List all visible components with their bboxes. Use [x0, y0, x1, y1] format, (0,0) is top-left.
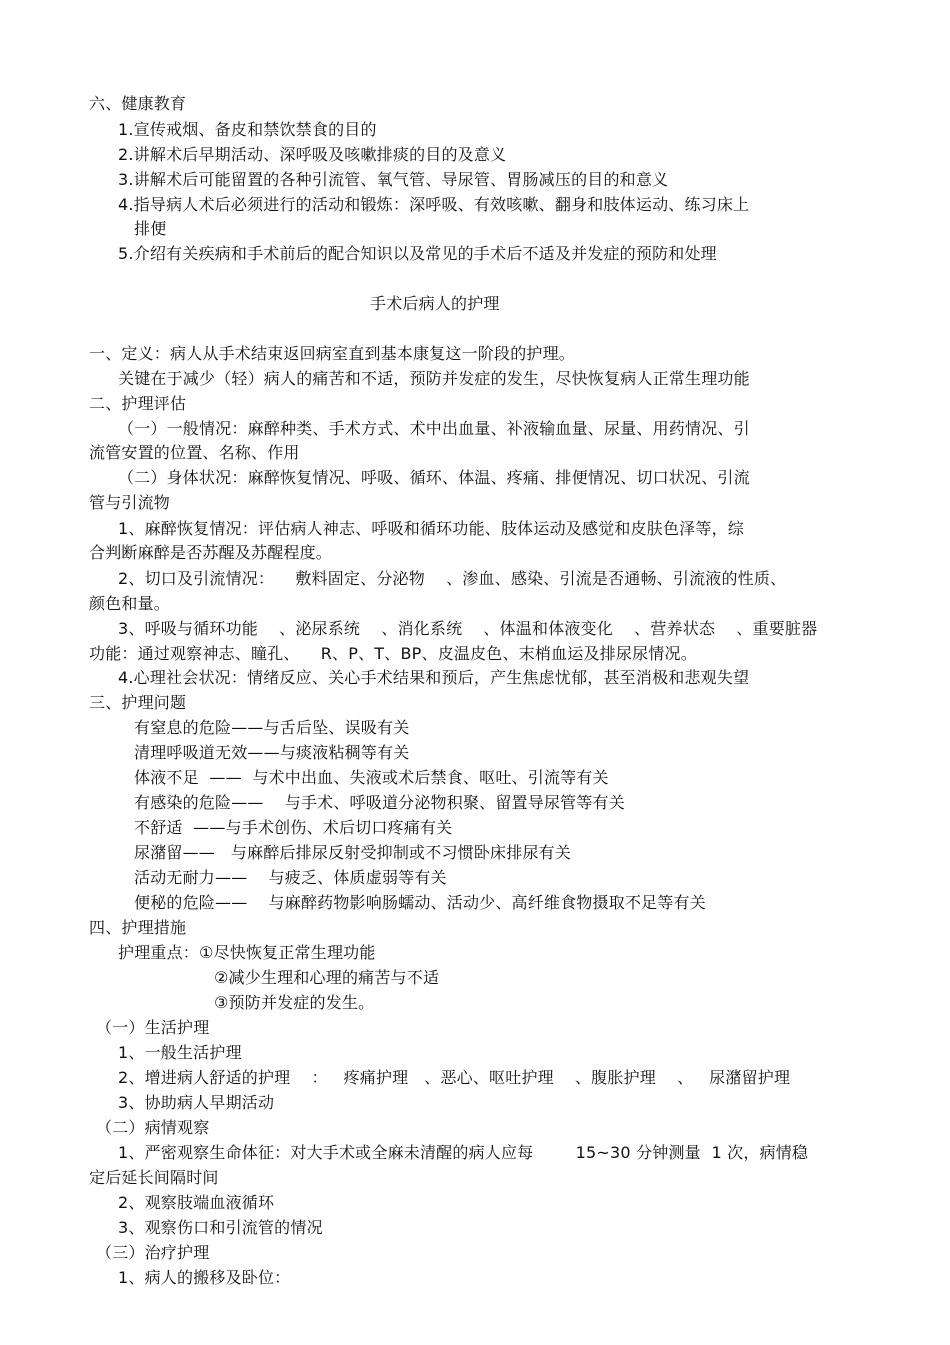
document-title: 手术后病人的护理	[370, 294, 500, 313]
text-line: 1、病人的搬移及卧位：	[118, 1268, 291, 1287]
text-line: 护理重点：①尽快恢复正常生理功能	[118, 943, 376, 962]
section-heading: 六、健康教育	[89, 94, 187, 113]
text-line: 2、观察肢端血液循环	[118, 1193, 275, 1212]
section-heading: 二、护理评估	[89, 394, 187, 413]
list-item: 活动无耐力—— 与疲乏、体质虚弱等有关	[134, 868, 447, 887]
list-item: 清理呼吸道无效——与痰液粘稠等有关	[134, 743, 410, 762]
list-item: 不舒适 ——与手术创伤、术后切口疼痛有关	[134, 818, 453, 837]
text-line: 关键在于减少（轻）病人的痛苦和不适，预防并发症的发生，尽快恢复病人正常生理功能	[118, 369, 750, 388]
subsection-heading: （二）病情观察	[96, 1118, 210, 1137]
list-item: 便秘的危险—— 与麻醉药物影响肠蠕动、活动少、高纤维食物摄取不足等有关	[134, 893, 706, 912]
text-line: 4.指导病人术后必须进行的活动和锻炼：深呼吸、有效咳嗽、翻身和肢体运动、练习床上	[118, 195, 750, 214]
text-line: 3、协助病人早期活动	[118, 1093, 275, 1112]
text-line: 4.心理社会状况：情绪反应、关心手术结果和预后，产生焦虑忧郁，甚至消极和悲观失望	[118, 668, 750, 687]
text-line: 管与引流物	[89, 493, 171, 512]
text-line: 1.宣传戒烟、备皮和禁饮禁食的目的	[118, 120, 377, 139]
section-heading: 四、护理措施	[89, 918, 187, 937]
text-line: 颜色和量。	[89, 594, 171, 613]
text-line: 定后延长间隔时间	[89, 1168, 219, 1187]
text-line: ③预防并发症的发生。	[214, 993, 375, 1012]
text-line: 流管安置的位置、名称、作用	[89, 443, 300, 462]
subsection-heading: （一）生活护理	[96, 1018, 210, 1037]
text-line: 排便	[134, 219, 167, 238]
text-line: 1、严密观察生命体征：对大手术或全麻未清醒的病人应每 15~30 分钟测量 1 次，病情稳	[118, 1143, 809, 1162]
text-line: 2、增进病人舒适的护理 ： 疼痛护理 、恶心、呕吐护理 、腹胀护理 、 尿潴留护理	[118, 1068, 791, 1087]
text-line: 合判断麻醉是否苏醒及苏醒程度。	[89, 543, 333, 562]
section-heading: 一、定义：病人从手术结束返回病室直到基本康复这一阶段的护理。	[89, 344, 576, 363]
list-item: 有窒息的危险——与舌后坠、误吸有关	[134, 718, 410, 737]
text-line: ②减少生理和心理的痛苦与不适	[214, 968, 440, 987]
text-line: 5.介绍有关疾病和手术前后的配合知识以及常见的手术后不适及并发症的预防和处理	[118, 244, 717, 263]
text-line: （一）一般情况：麻醉种类、手术方式、术中出血量、补液输血量、尿量、用药情况、引	[118, 419, 750, 438]
text-line: 功能：通过观察神志、瞳孔、 R、P、T、BP、皮温皮色、末梢血运及排尿尿情况。	[89, 644, 697, 663]
list-item: 尿潴留—— 与麻醉后排尿反射受抑制或不习惯卧床排尿有关	[134, 843, 572, 862]
text-line: 3.讲解术后可能留置的各种引流管、氧气管、导尿管、胃肠减压的目的和意义	[118, 170, 669, 189]
list-item: 有感染的危险—— 与手术、呼吸道分泌物积聚、留置导尿管等有关	[134, 793, 625, 812]
text-line: 2.讲解术后早期活动、深呼吸及咳嗽排痰的目的及意义	[118, 145, 507, 164]
text-line: （二）身体状况：麻醉恢复情况、呼吸、循环、体温、疼痛、排便情况、切口状况、引流	[118, 468, 750, 487]
text-line: 3、观察伤口和引流管的情况	[118, 1218, 323, 1237]
text-line: 1、一般生活护理	[118, 1043, 242, 1062]
text-line: 2、切口及引流情况： 敷料固定、分泌物 、渗血、感染、引流是否通畅、引流液的性质、	[118, 569, 787, 588]
text-line: 3、呼吸与循环功能 、泌尿系统 、消化系统 、体温和体液变化 、营养状态 、重要脏器	[118, 619, 818, 638]
section-heading: 三、护理问题	[89, 693, 187, 712]
text-line: 1、麻醉恢复情况：评估病人神志、呼吸和循环功能、肢体运动及感觉和皮肤色泽等，综	[118, 519, 744, 538]
subsection-heading: （三）治疗护理	[96, 1243, 210, 1262]
list-item: 体液不足 —— 与术中出血、失液或术后禁食、呕吐、引流等有关	[134, 768, 609, 787]
